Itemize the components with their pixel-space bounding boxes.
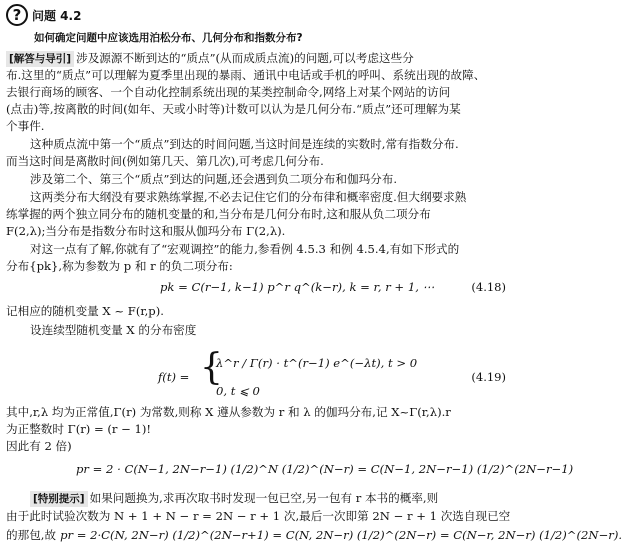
text-line: 分布{pk},称为参数为 p 和 r 的负二项分布: — [6, 259, 233, 273]
text-line: 设连续型随机变量 X 的分布密度 — [30, 323, 197, 337]
text-line: 由于此时试验次数为 N + 1 + N − r = 2N − r + 1 次,最后一次即第 2N − r + 1 次选自现已空 — [6, 509, 511, 523]
text-line: 个事件. — [6, 119, 45, 133]
text-line: 这种质点流中第一个“质点”到达的时间问题,当这时间是连续的实数时,常有指数分布. — [30, 137, 459, 151]
text-line: 而当这时间是离散时间(例如第几天、第几次),可考虑几何分布. — [6, 154, 324, 168]
text-line: 涉及第二个、第三个“质点”到达的问题,还会遇到负二项分布和伽玛分布. — [30, 172, 398, 186]
text-line: [解答与导引] 涉及源源不断到达的“质点”(从而成质点流)的问题,可以考虑这些分 — [6, 50, 414, 67]
special-note-tag: [特别提示] — [30, 491, 88, 507]
text-line: 这两类分布大纲没有要求熟练掌握,不必去记住它们的分布律和概率密度.但大纲要求熟 — [30, 190, 467, 204]
equation-4-19-case2: 0, t ⩽ 0 — [216, 384, 260, 398]
text-line: [特别提示] 如果问题换为,求再次取书时发现一包已空,另一包有 r 本书的概率,则 — [30, 490, 438, 507]
text-line: (点击)等,按离散的时间(如年、天或小时等)计数可以认为是几何分布.“质点”还可理解为某 — [6, 102, 461, 116]
equation-4-19-lhs: f(t) = — [158, 370, 190, 384]
text-line: 因此有 2 倍) — [6, 439, 72, 453]
equation-4-18: pk = C(r−1, k−1) p^r q^(k−r), k = r, r + 1, ⋯ — [160, 280, 435, 294]
text-line: 布.这里的“质点”可以理解为夏季里出现的暴雨、通讯中电话或手机的呼叫、系统出现的故障、 — [6, 68, 486, 82]
question-text: 如何确定问题中应该选用泊松分布、几何分布和指数分布? — [34, 32, 303, 44]
equation-pr: pr = 2 · C(N−1, 2N−r−1) (1/2)^N (1/2)^(N−r) = C(N−1, 2N−r−1) (1/2)^(2N−r−1) — [76, 462, 574, 476]
equation-number: (4.19) — [471, 370, 506, 384]
answer-guide-tag: [解答与导引] — [6, 51, 74, 67]
text-line: 对这一点有了解,你就有了“宏观调控”的能力,参看例 4.5.3 和例 4.5.4,有如下形式的 — [30, 242, 460, 256]
question-circle-icon: ? — [6, 4, 28, 26]
text-line: 练掌握的两个独立同分布的随机变量的和,当分布是几何分布时,这和服从负二项分布 — [6, 207, 431, 221]
text-line: 的那包,故 pr = 2·C(N, 2N−r) (1/2)^(2N−r+1) = C(N, 2N−r) (1/2)^(2N−r) = C(N−r, 2N−r) (1/2)^(2N−r). — [6, 528, 622, 542]
equation-final: pr = 2·C(N, 2N−r) (1/2)^(2N−r+1) = C(N, 2N−r) (1/2)^(2N−r) = C(N−r, 2N−r) (1/2)^(2N−r). — [60, 528, 622, 542]
left-brace: { — [200, 347, 223, 388]
problem-title: 问题 4.2 — [32, 8, 82, 23]
equation-4-19-case1: λ^r / Γ(r) · t^(r−1) e^(−λt), t > 0 — [216, 356, 418, 370]
equation-number: (4.18) — [471, 280, 506, 294]
text-line: 其中,r,λ 均为正常值,Γ(r) 为常数,则称 X 遵从参数为 r 和 λ 的伽玛分布,记 X~Γ(r,λ).r — [6, 405, 451, 419]
problem-header — [6, 4, 81, 26]
text-line: F(2,λ);当分布是指数分布时这和服从伽玛分布 Γ(2,λ). — [6, 224, 286, 238]
text-line: 为正整数时 Γ(r) = (r − 1)! — [6, 422, 152, 436]
text-line: 去银行商场的顾客、一个自动化控制系统出现的某类控制命令,网络上对某个网站的访问 — [6, 85, 451, 99]
text-line: 记相应的随机变量 X ~ F(r,p). — [6, 304, 164, 318]
